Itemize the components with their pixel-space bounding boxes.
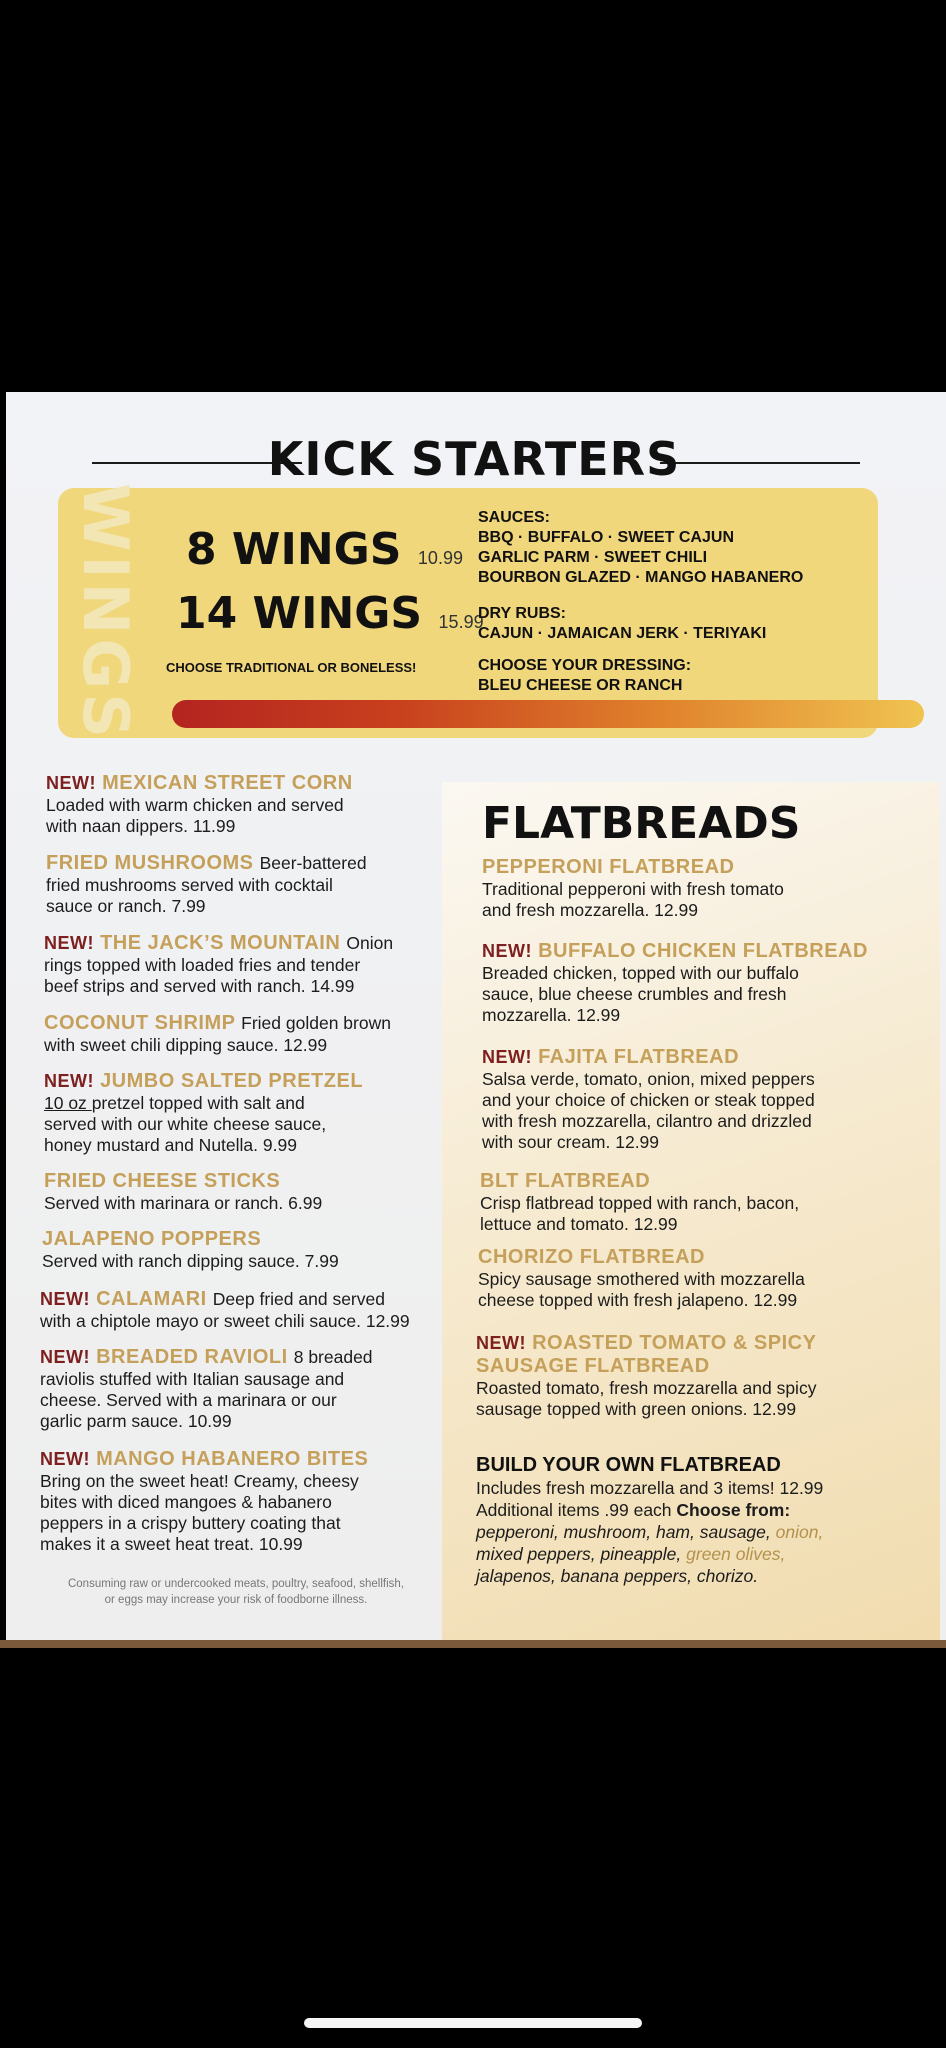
item-description: peppers in a crispy buttery coating that — [40, 1513, 341, 1533]
wings-vertical-label: WINGS — [68, 482, 142, 742]
item-description: lettuce and tomato. 12.99 — [480, 1214, 678, 1234]
list-item — [44, 1012, 454, 1056]
item-inline-description: Onion — [346, 933, 394, 953]
new-badge: NEW! — [46, 773, 96, 793]
wing-option-8 — [186, 524, 463, 575]
item-name: FRIED MUSHROOMS — [46, 852, 254, 874]
item-inline-description: Beer-battered — [259, 853, 367, 873]
item-description: served with our white cheese sauce, — [44, 1114, 327, 1134]
new-badge: NEW! — [482, 941, 532, 961]
item-description: Loaded with warm chicken and served — [46, 795, 344, 815]
new-badge: NEW! — [40, 1449, 90, 1469]
sauces-line: BBQ · BUFFALO · SWEET CAJUN — [478, 529, 734, 546]
list-item — [482, 940, 932, 1026]
item-description: with a chiptole mayo or sweet chili sauce. 12.99 — [40, 1311, 410, 1331]
item-name: COCONUT SHRIMP — [44, 1012, 236, 1034]
item-name: JUMBO SALTED PRETZEL — [100, 1070, 364, 1092]
new-badge: NEW! — [482, 1047, 532, 1067]
item-description: Roasted tomato, fresh mozzarella and spicy — [476, 1378, 817, 1398]
item-name: FAJITA FLATBREAD — [538, 1046, 740, 1068]
item-description: fried mushrooms served with cocktail — [46, 875, 333, 895]
wing-option-label: 14 WINGS — [176, 588, 423, 639]
item-description: sausage topped with green onions. 12.99 — [476, 1399, 797, 1419]
list-item — [44, 1070, 454, 1156]
item-description: with naan dippers. 11.99 — [46, 816, 236, 836]
item-inline-description: Fried golden brown — [241, 1013, 391, 1033]
item-name: PEPPERONI FLATBREAD — [482, 856, 735, 878]
item-name: THE JACK’S MOUNTAIN — [100, 932, 341, 954]
wings-choose-note: CHOOSE TRADITIONAL OR BONELESS! — [166, 660, 417, 675]
item-description: sauce, blue cheese crumbles and fresh — [482, 984, 787, 1004]
byo-line: Includes fresh mozzarella and 3 items! 12.99 — [476, 1478, 824, 1498]
new-badge: NEW! — [476, 1333, 526, 1353]
dressing-title: CHOOSE YOUR DRESSING: — [478, 657, 692, 674]
item-description: with sweet chili dipping sauce. 12.99 — [44, 1035, 328, 1055]
page-title: KICK STARTERS — [267, 432, 681, 486]
table-edge — [0, 1640, 946, 1648]
list-item — [42, 1228, 452, 1272]
wings-gradient-bar — [172, 700, 924, 728]
item-description: with sour cream. 12.99 — [482, 1132, 660, 1152]
build-your-own-section — [476, 1454, 936, 1587]
item-name: CALAMARI — [96, 1288, 207, 1310]
item-description: Salsa verde, tomato, onion, mixed peppers — [482, 1069, 815, 1089]
item-description: Served with ranch dipping sauce. 7.99 — [42, 1251, 339, 1271]
list-item — [44, 932, 454, 997]
list-item — [44, 1170, 454, 1214]
item-name: MEXICAN STREET CORN — [102, 772, 353, 794]
item-name: CHORIZO FLATBREAD — [478, 1246, 705, 1268]
list-item — [40, 1346, 460, 1432]
item-description: honey mustard and Nutella. 9.99 — [44, 1135, 297, 1155]
list-item — [46, 772, 446, 837]
wing-option-14 — [176, 588, 484, 639]
item-description: pretzel topped with salt and — [91, 1093, 305, 1113]
byo-toppings: mixed peppers, pineapple, — [476, 1544, 687, 1564]
new-badge: NEW! — [40, 1289, 90, 1309]
item-description: Crisp flatbread topped with ranch, bacon, — [480, 1193, 800, 1213]
item-description: cheese. Served with a marinara or our — [40, 1390, 337, 1410]
sauces-title: SAUCES: — [478, 509, 551, 526]
new-badge: NEW! — [44, 933, 94, 953]
item-name: FRIED CHEESE STICKS — [44, 1170, 281, 1192]
item-name: MANGO HABANERO BITES — [96, 1448, 369, 1470]
item-inline-description: Deep fried and served — [212, 1289, 385, 1309]
list-item — [478, 1246, 928, 1311]
wing-option-price: 15.99 — [438, 612, 484, 632]
new-badge: NEW! — [44, 1071, 94, 1091]
item-description: beef strips and served with ranch. 14.99 — [44, 976, 355, 996]
item-description: garlic parm sauce. 10.99 — [40, 1411, 232, 1431]
byo-choose-label: Choose from: — [676, 1500, 791, 1520]
item-name: BUFFALO CHICKEN FLATBREAD — [538, 940, 868, 962]
item-name: BLT FLATBREAD — [480, 1170, 651, 1192]
list-item — [482, 856, 932, 921]
sauces-line: GARLIC PARM · SWEET CHILI — [478, 549, 708, 566]
item-description: mozzarella. 12.99 — [482, 1005, 621, 1025]
home-indicator[interactable] — [304, 2018, 642, 2028]
dry-rubs-title: DRY RUBS: — [478, 605, 567, 622]
byo-title: BUILD YOUR OWN FLATBREAD — [476, 1454, 781, 1476]
byo-additional: Additional items .99 each — [476, 1500, 677, 1520]
item-description: and your choice of chicken or steak topped — [482, 1090, 815, 1110]
list-item — [480, 1170, 930, 1235]
item-description: bites with diced mangoes & habanero — [40, 1492, 332, 1512]
list-item — [40, 1448, 460, 1555]
item-description: sauce or ranch. 7.99 — [46, 896, 206, 916]
item-description: Traditional pepperoni with fresh tomato — [482, 879, 784, 899]
item-description: raviolis stuffed with Italian sausage and — [40, 1369, 345, 1389]
item-name: BREADED RAVIOLI — [96, 1346, 288, 1368]
sauces-line: BOURBON GLAZED · MANGO HABANERO — [478, 569, 804, 586]
foodborne-disclaimer: Consuming raw or undercooked meats, poultry, seafood, shellfish, or eggs may increase your risk of foodborne illness. — [67, 1578, 404, 1606]
dressing-line: BLEU CHEESE OR RANCH — [478, 677, 683, 694]
byo-toppings: jalapenos, banana peppers, chorizo. — [476, 1566, 759, 1586]
item-description: Bring on the sweet heat! Creamy, cheesy — [40, 1471, 359, 1491]
item-name-continued: SAUSAGE FLATBREAD — [476, 1355, 710, 1377]
wings-sauce-block — [478, 508, 868, 696]
byo-toppings: pepperoni, mushroom, ham, sausage, — [476, 1522, 776, 1542]
item-description: cheese topped with fresh jalapeno. 12.99 — [478, 1290, 798, 1310]
item-name: JALAPENO POPPERS — [42, 1228, 262, 1250]
item-description: rings topped with loaded fries and tender — [44, 955, 361, 975]
wing-option-label: 8 WINGS — [186, 524, 402, 575]
item-description: with fresh mozzarella, cilantro and drizzled — [482, 1111, 812, 1131]
list-item — [46, 852, 456, 917]
item-description: Spicy sausage smothered with mozzarella — [478, 1269, 805, 1289]
item-name: ROASTED TOMATO & SPICY — [532, 1332, 817, 1354]
list-item — [476, 1332, 926, 1420]
dry-rubs-line: CAJUN · JAMAICAN JERK · TERIYAKI — [478, 625, 767, 642]
item-description: makes it a sweet heat treat. 10.99 — [40, 1534, 303, 1554]
list-item — [482, 1046, 932, 1153]
item-weight: 10 oz — [44, 1093, 92, 1113]
item-description: Breaded chicken, topped with our buffalo — [482, 963, 799, 983]
item-description: Served with marinara or ranch. 6.99 — [44, 1193, 323, 1213]
byo-toppings-faded: onion, — [775, 1522, 824, 1542]
wing-option-price: 10.99 — [417, 548, 463, 568]
list-item — [40, 1288, 460, 1332]
byo-toppings-faded: green olives, — [686, 1544, 786, 1564]
flatbreads-heading: FLATBREADS — [482, 798, 801, 849]
item-inline-description: 8 breaded — [293, 1347, 373, 1367]
item-description: and fresh mozzarella. 12.99 — [482, 900, 698, 920]
new-badge: NEW! — [40, 1347, 90, 1367]
